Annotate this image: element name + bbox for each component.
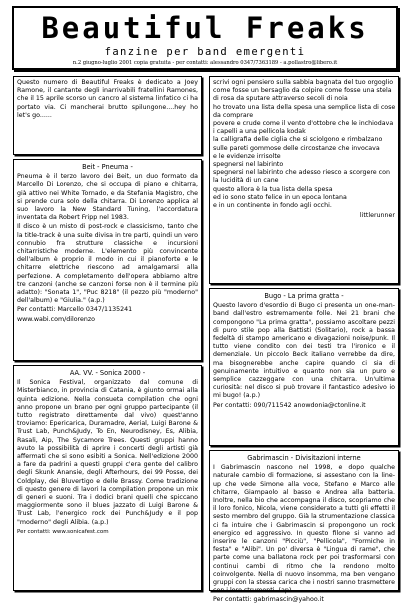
poem-line: spegnersi nel labirinto che adesso riesco a scorgere con bbox=[213, 169, 390, 177]
masthead bbox=[12, 6, 398, 70]
review-paragraph: Il Sonica Festival, organizzato dal comune di Misterbianco, in provincia di Catania, è giunto ormai alla quinta edizione. Nella consueta compilation che ogni anno propone un brano per ogni gruppo partecipante (il tutto registrato direttamente dal vivo) quest'anno troviamo: Epericarica, Duramadre, Aerial, Luigi Barone & Trust Lab, Punch&Judy, To En, Neurodisney, Es, Alibia, Rasali, Aip, The Sycamore Trees. Questi gruppi hanno avuto la possibilità di aprire i concerti degli artisti già affermati che si sono esibiti a Sonica. Nell'edizione 2000 a fare da padrini a questi gruppi c'era gente del calibro degli Skunk Anansie, degli Afterhours, dei 99 Posse, dei Coldplay, dei Bluvertigo e delle Brassy. Come tradizione di questo genere di lavori la compilation propone un mix di generi e suoni. Tra i dodici brani quelli che spiccano maggiormente sono il blues jazzato di Luigi Barone & Trust Lab, l'energico rock dei Punch&Judy e il pop "moderno" degli Alibia. (a.p.) bbox=[17, 379, 198, 526]
fanzine-subtitle: fanzine per band emergenti bbox=[104, 46, 306, 58]
review-heading: AA. VV. - Sonica 2000 - bbox=[69, 369, 146, 377]
review-heading: Gabrimascin - Divisitazioni interne bbox=[247, 454, 361, 462]
review-beit bbox=[13, 159, 202, 361]
review-website[interactable]: www.wabi.com/dilorenzo bbox=[17, 315, 96, 323]
poem-line: e in un continente in fondo agli occhi. bbox=[213, 202, 332, 210]
poem-line: questo allora è la tua lista della spesa bbox=[213, 185, 333, 193]
poem-lines bbox=[213, 79, 395, 210]
review-heading: Beit - Pneuma - bbox=[82, 163, 133, 171]
dedication-box bbox=[13, 76, 202, 155]
review-contact: Per contatti: gabrimascin@yahoo.it bbox=[213, 596, 324, 604]
poem-line: povere e crude come il vento d'ottobre che le inchiodava bbox=[213, 120, 394, 128]
poem-line: la calligrafia delle ciglia che si sciolgono e rimbalzano bbox=[213, 136, 383, 144]
review-paragraph: Questo lavoro d'esordio di Bugo ci presenta un one-man-band dall'estro estremamente folle. Nei 21 brani che compongono "La prima gratta", possiamo ascoltare pezzi di puro stile pop alla Battisti (Solitario), rock a bassa fedeltà di stampo americano e divagazioni noise/punk. Il tutto viene condito con dei testi tra l'ironico e il demenziale. Un piccolo Beck italiano verrebbe da dire, ma bisognerebbe anche capire quando ci sia di genuinamente intuitivo e quanto non sia un puro e semplice cazzeggare con una chitarra. Un'ultima curiosità: nel disco si può trovare il fantastico adesivo io mi bugo! (a.p.) bbox=[213, 302, 395, 400]
poem-line: da comprare bbox=[213, 111, 254, 119]
review-contact: Per contatti: 090/711542 anowdonia@ctonline.it bbox=[213, 401, 366, 409]
review-paragraph: I Gabrimascin nascono nel 1998, e dopo qualche naturale cambio di formazione, si assestano con la line-up che vede Simone alla voce, Stefano e Marco alle chitarre, Giampaolo al basso e Andrea alla batteria. Inoltre, nella bio che accompagna il disco, scopriamo che il loro fonico, Nicola, viene considerato a tutti gli effetti il sesto membro del gruppo. Già la strumentazione classica ci fa intuire che i Gabrimascin si propongono un rock energico ed aggressivo. In questo filone si vanno ad inserire le canzoni "Picciù", "Pellicola", "Formiche in festa" e "Alibi". Un po' diversa è "Lingua di rame", che parte come una ballatona rock per poi trasformarsi con continui cambi di ritmo che la rendono molto coinvolgente. Nella di nuovo insomma, ma ben vengano gruppi con la stessa carica che i nostri sanno trasmettere con i loro strumenti. (ap) bbox=[213, 464, 395, 595]
review-paragraph: Pneuma è il terzo lavoro dei Beit, un duo formato da Marcello Di Lorenzo, che si occupa di piano e chitarra, già attivo nei White Tornado, e da Stefania Magistro, che si prende cura solo della chitarra. Di Lorenzo applica al suo lavoro la New Standard Tuning, l'accordatura inventata da Robert Fripp nel 1983. bbox=[17, 173, 198, 222]
poem-line: ed io sono stato felice in un epoca lontana bbox=[213, 193, 347, 201]
poem-author: littlerunner bbox=[359, 212, 395, 220]
poem-line: e le evidenze irrisolte bbox=[213, 152, 281, 160]
poem-line: ho trovato una lista della spesa una semplice lista di cose bbox=[213, 103, 396, 111]
review-contact: Per contatti: www.sonicafest.com bbox=[17, 528, 109, 535]
review-heading: Bugo - La prima gratta - bbox=[264, 292, 344, 300]
poem-line: scrivi ogni pensiero sulla sabbia bagnata del tuo orgoglio bbox=[213, 79, 394, 86]
review-bugo bbox=[209, 288, 399, 446]
issue-info: n.2 giugno-luglio 2001 copia gratuita - per contatti: alessandro 0347/7363189 - a.pollastro@libero.it bbox=[72, 60, 338, 66]
poem-line: come fosse un bersaglio da colpire come fosse una stela bbox=[213, 87, 392, 95]
review-contact: Per contatti: Marcello 0347/1135241 bbox=[17, 306, 133, 314]
fanzine-title: Beautiful Freaks bbox=[41, 11, 369, 45]
review-sonica bbox=[13, 365, 202, 591]
poem-line: di rosa da sputare attraverso secoli di noia bbox=[213, 95, 348, 103]
poem-line: spegnersi nel labirinto bbox=[213, 161, 284, 169]
review-gabrimascin bbox=[209, 450, 399, 604]
dedication-text: Questo numero di Beautiful Freaks è dedicato a Joey Ramone, il cantante degli inarrivabili fratellini Ramones, che il 15 aprile scorso un cancro al sistema linfatico ci ha portato via. Ci mancherai brutto spilungone....hey ho let's go...... bbox=[17, 79, 198, 119]
review-paragraph: Il disco è un misto di post-rock e classicismo, tanto che la title-track è una suite divisa in tre parti, quindi un vero connubio fra strutture classiche e incursioni chitarristiche moderne. L'elemento più convincente dell'album è proprio il modo in cui il pianoforte e le chitarre elettriche riescono ad amalgamarsi alla perfezione. A completamento dell'opera abbiamo altre tre canzoni (anche se canzoni forse non è il termine più adatto): "Sonata 1", "Puc 8218" (il pezzo più "moderno" dell'album) e "Giulia." (a.p.) bbox=[17, 223, 198, 305]
poem-line: sulle pareti gommose delle circostanze che invocava bbox=[213, 144, 380, 152]
poem-box bbox=[209, 76, 399, 284]
poem-line: i capelli a una pellicola kodak bbox=[213, 128, 306, 136]
poem-line: la lucidità di un cane bbox=[213, 177, 279, 185]
